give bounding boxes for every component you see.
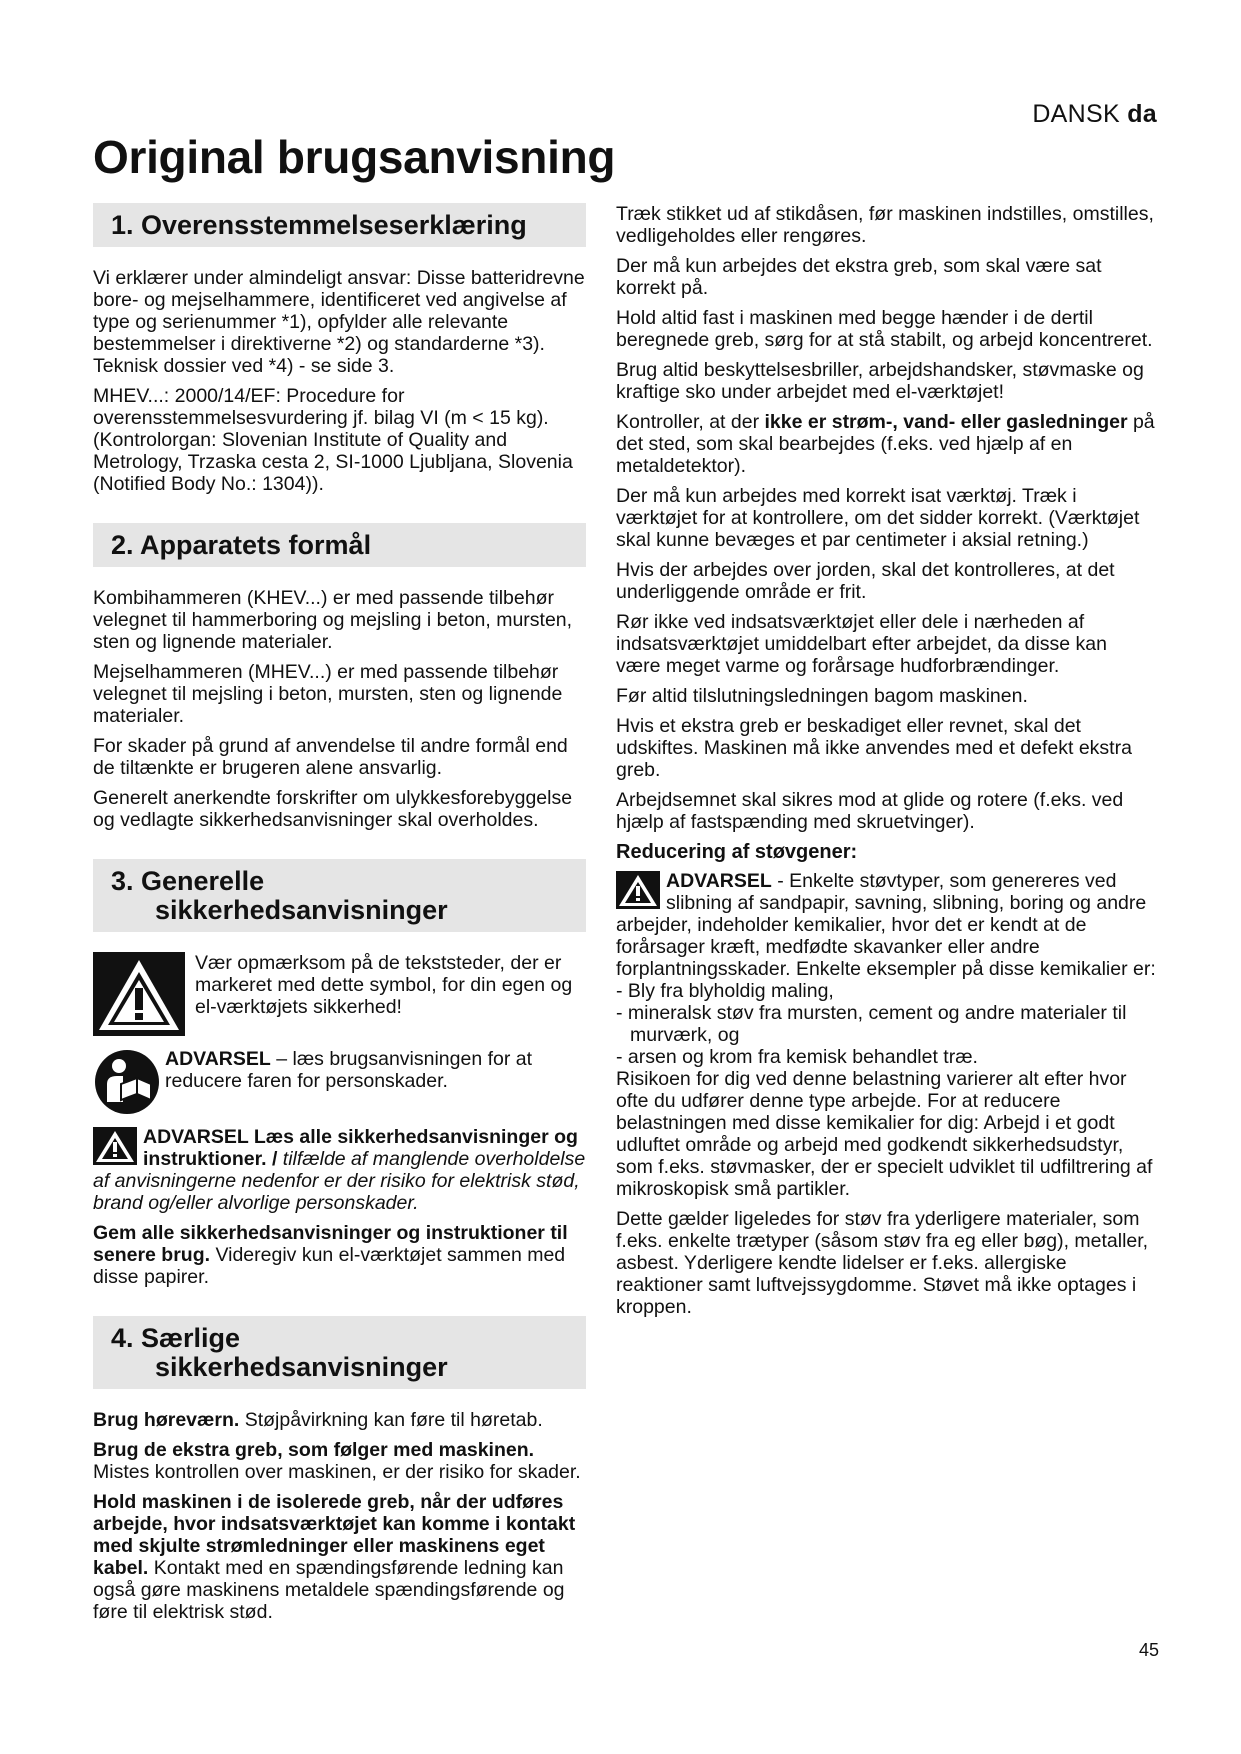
section4-paragraph: Hold maskinen i de isolerede greb, når der udføres arbejde, hvor indsatsværktøjet kan komme i kontakt med skjulte strømledninger eller maskinens eget kabel. Kontakt med en spændingsførende ledning kan også gøre maskinens metaldele spændingsførende og føre til elektrisk stød. <box>93 1491 576 1623</box>
keep-instructions: Gem alle sikkerhedsanvisninger og instruktioner til senere brug. Videregiv kun el-værktøjet sammen med disse papirer. <box>93 1222 568 1288</box>
safety-paragraph: Dette gælder ligeledes for støv fra yderligere materialer, som f.eks. enkelte trætyper (såsom støv fra eg eller bøg), metaller, asbest. Yderligere kendte lidelser er f.eks. allergiske reaktioner samt luftvejssygdomme. Støvet må ikke optages i kroppen. <box>616 1208 1149 1318</box>
list-item: - arsen og krom fra kemisk behandlet træ. <box>616 1046 978 1068</box>
warning-triangle-icon <box>93 952 185 1036</box>
warning-notice-text: Vær opmærksom på de tekststeder, der er markeret med dette symbol, for din egen og el-værktøjets sikkerhed! <box>195 952 573 1018</box>
section4-paragraph: Brug høreværn. Støjpåvirkning kan føre til høretab. <box>93 1409 543 1431</box>
section2-paragraph: Kombihammeren (KHEV...) er med passende tilbehør velegnet til hammerboring og mejsling i beton, mursten, sten og lignende materialer. <box>93 587 573 653</box>
dust-heading: Reducering af støvgener: <box>616 841 858 863</box>
section2-paragraph: For skader på grund af anvendelse til andre formål end de tiltænkte er brugeren alene ansvarlig. <box>93 735 568 779</box>
section1-paragraph: MHEV...: 2000/14/EF: Procedure for overensstemmelsesvurdering jf. bilag VI (m < 15 kg). (Kontrolorgan: Slovenian Institute of Quality and Metrology, Trzaska cesta 2, SI-1000 Ljubljana, Slovenia (Notified Body No.: 1304)). <box>93 385 573 495</box>
safety-paragraph: Der må kun arbejdes med korrekt isat værktøj. Træk i værktøjet for at kontrollere, om det sidder korrekt. (Værktøjet skal kunne bevæges et par centimeter i aksial retning.) <box>616 485 1140 551</box>
safety-paragraph: Brug altid beskyttelsesbriller, arbejdshandsker, støvmaske og kraftige sko under arbejdet med el-værktøjet! <box>616 359 1144 403</box>
warning-notice <box>93 952 586 1036</box>
safety-paragraph: Hvis et ekstra greb er beskadiget eller revnet, skal det udskiftes. Maskinen må ikke anvendes med et defekt ekstra greb. <box>616 715 1132 781</box>
chemical-list <box>616 980 1156 1068</box>
safety-paragraph: Hold altid fast i maskinen med begge hænder i de dertil beregnede greb, sørg for at stå stabilt, og arbejd koncentreret. <box>616 307 1153 351</box>
general-warning: ADVARSEL Læs alle sikkerhedsanvisninger og instruktioner. / tilfælde af manglende overholdelse af anvisningerne nedenfor er der risiko for elektrisk stød, brand og/eller alvorlige personskader. <box>93 1126 586 1214</box>
safety-paragraph: Der må kun arbejdes det ekstra greb, som skal være sat korrekt på. <box>616 255 1102 299</box>
read-manual-notice <box>93 1048 586 1116</box>
read-manual-icon <box>93 1048 161 1116</box>
section1-heading: 1. Overensstemmelseserklæring <box>93 203 586 247</box>
safety-paragraph: Før altid tilslutningsledningen bagom maskinen. <box>616 685 1028 707</box>
left-column <box>93 203 586 1631</box>
safety-paragraph: Risikoen for dig ved denne belastning varierer alt efter hvor ofte du udfører denne type arbejde. For at reducere belastningen med disse kemikalier for dig: Arbejd i et godt udluftet område og arbejd med godkendt sikkerhedsudstyr, som f.eks. støvmasker, der er specielt udviklet til udfiltrering af mikroskopisk små partikler. <box>616 1068 1153 1200</box>
safety-paragraph: Kontroller, at der ikke er strøm-, vand- eller gasledninger på det sted, som skal bearbejdes (f.eks. ved hjælp af en metaldetektor). <box>616 411 1155 477</box>
section4-heading: 4. Særlige sikkerhedsanvisninger <box>93 1316 586 1389</box>
list-item: - mineralsk støv fra mursten, cement og andre materialer til murværk, og <box>616 1002 1127 1046</box>
page-title: Original brugsanvisning <box>93 131 616 183</box>
language-code: da <box>1127 100 1157 128</box>
read-manual-text: ADVARSEL – læs brugsanvisningen for at reducere faren for personskader. <box>165 1048 533 1092</box>
section1-paragraph: Vi erklærer under almindeligt ansvar: Disse batteridrevne bore- og mejselhammere, identificeret ved angivelse af type og serienummer *1), opfylder alle relevante bestemmelser i direktiverne *2) og standarderne *3). Teknisk dossier ved *4) - se side 3. <box>93 267 585 377</box>
safety-paragraph: Træk stikket ud af stikdåsen, før maskinen indstilles, omstilles, vedligeholdes eller rengøres. <box>616 203 1154 247</box>
safety-paragraph: Arbejdsemnet skal sikres mod at glide og rotere (f.eks. ved hjælp af fastspænding med skruetvinger). <box>616 789 1124 833</box>
dust-warning: ADVARSEL - Enkelte støvtyper, som genereres ved slibning af sandpapir, savning, slibning, boring og andre arbejder, indeholder kemikalier, hvor det er kendt at de forårsager kræft, medfødte skavanker eller andre forplantningsskader. Enkelte eksempler på disse kemikalier er: <box>616 870 1156 980</box>
warning-triangle-icon <box>93 1127 137 1165</box>
safety-paragraph: Rør ikke ved indsatsværktøjet eller dele i nærheden af indsatsværktøjet umiddelbart efter arbejdet, da disse kan være meget varme og forårsage hudforbrændinger. <box>616 611 1107 677</box>
list-item: - Bly fra blyholdig maling, <box>616 980 834 1002</box>
section2-paragraph: Generelt anerkendte forskrifter om ulykkesforebyggelse og vedlagte sikkerhedsanvisninger skal overholdes. <box>93 787 573 831</box>
section4-paragraph: Brug de ekstra greb, som følger med maskinen. Mistes kontrollen over maskinen, er der risiko for skader. <box>93 1439 581 1483</box>
right-column <box>616 203 1156 1326</box>
safety-paragraph: Hvis der arbejdes over jorden, skal det kontrolleres, at det underliggende område er frit. <box>616 559 1115 603</box>
page-number: 45 <box>1138 1640 1159 1660</box>
language-name: DANSK <box>1032 100 1120 128</box>
section2-heading: 2. Apparatets formål <box>93 523 586 567</box>
language-label <box>1032 100 1157 129</box>
section2-paragraph: Mejselhammeren (MHEV...) er med passende tilbehør velegnet til mejsling i beton, mursten, sten og lignende materialer. <box>93 661 563 727</box>
warning-triangle-icon <box>616 871 660 909</box>
section3-heading: 3. Generelle sikkerhedsanvisninger <box>93 859 586 932</box>
